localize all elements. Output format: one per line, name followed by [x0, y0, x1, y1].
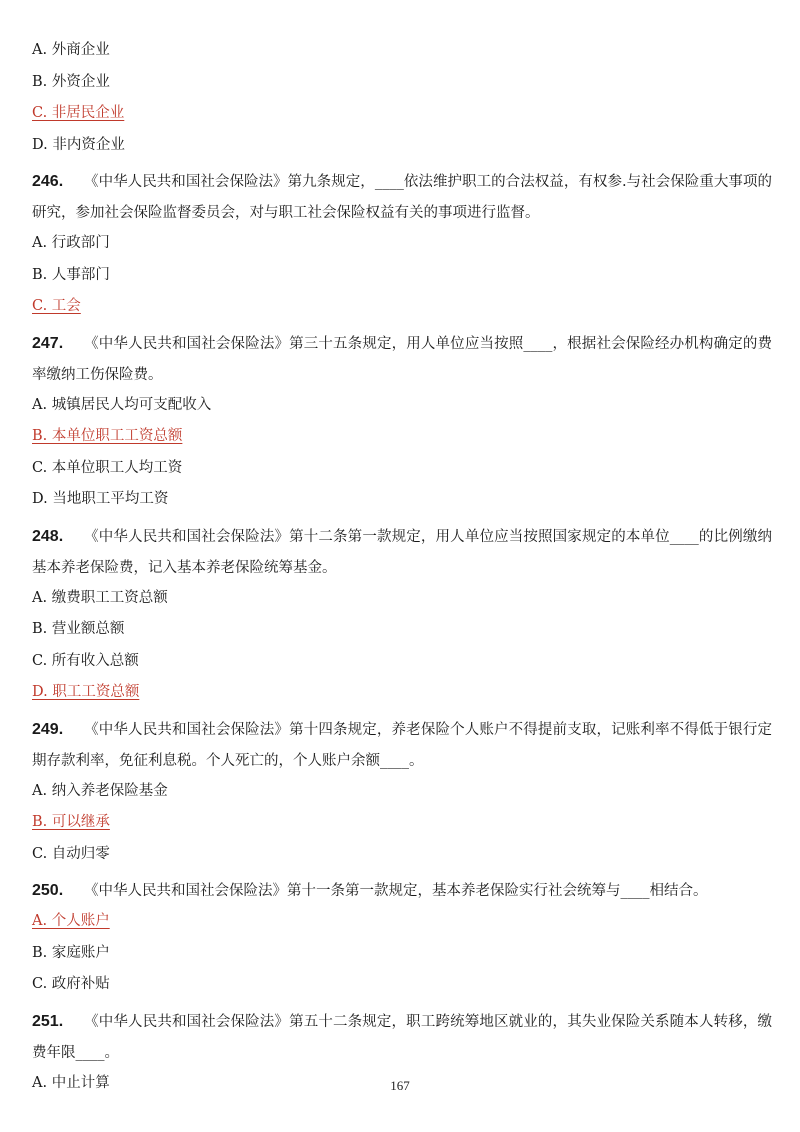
question-250	[32, 875, 772, 907]
option-line: C. 所有收入总额	[32, 652, 139, 669]
correct-option-line: B. 可以继承	[32, 814, 110, 830]
option-line: C. 政府补贴	[32, 976, 110, 992]
option-line: A. 行政部门	[32, 235, 110, 251]
correct-option-line: D. 职工工资总额	[32, 684, 140, 700]
option-line: B. 外资企业	[32, 73, 110, 90]
question-number: 251.	[32, 1012, 64, 1030]
question-text: 《中华人民共和国社会保险法》第十一条第一款规定，基本养老保险实行社会统筹与____相结合。	[84, 883, 708, 899]
option-line: A. 外商企业	[32, 42, 110, 58]
page-number: 167	[390, 1078, 410, 1093]
question-number: 248.	[32, 527, 64, 545]
question-text: 《中华人民共和国社会保险法》第十四条规定，养老保险个人账户不得提前支取，记账利率不得低于银行定期存款利率，免征利息税。个人死亡的，个人账户余额____。	[32, 721, 772, 769]
correct-option-line: B. 本单位职工工资总额	[32, 428, 183, 444]
option-line: A. 中止计算	[32, 1074, 110, 1091]
option-line: D. 当地职工平均工资	[32, 491, 169, 507]
question-251	[32, 1006, 772, 1069]
question-text: 《中华人民共和国社会保险法》第十二条第一款规定，用人单位应当按照国家规定的本单位____的比例缴纳基本养老保险费，记入基本养老保险统筹基金。	[32, 528, 772, 576]
page-content	[32, 40, 772, 1104]
option-line: B. 人事部门	[32, 266, 110, 283]
question-246	[32, 166, 772, 229]
question-number: 247.	[32, 334, 64, 352]
question-text: 《中华人民共和国社会保险法》第九条规定，____依法维护职工的合法权益，有权参.与社会保险重大事项的研究，参加社会保险监督委员会，对与职工社会保险权益有关的事项进行监督。	[32, 174, 772, 221]
question-number: 246.	[32, 173, 64, 190]
option-line: B. 家庭账户	[32, 944, 110, 961]
question-248	[32, 521, 772, 584]
question-text: 《中华人民共和国社会保险法》第三十五条规定，用人单位应当按照____，根据社会保险经办机构确定的费率缴纳工伤保险费。	[32, 335, 772, 383]
correct-option-line: C. 非居民企业	[32, 105, 125, 121]
question-247	[32, 328, 772, 391]
option-line: C. 自动归零	[32, 845, 110, 862]
option-line: A. 纳入养老保险基金	[32, 782, 168, 799]
option-line: D. 非内资企业	[32, 136, 125, 153]
option-line: A. 缴费职工工资总额	[32, 589, 168, 606]
question-number: 249.	[32, 720, 64, 738]
question-249	[32, 714, 772, 777]
option-line: C. 本单位职工人均工资	[32, 459, 183, 476]
option-line: B. 营业额总额	[32, 621, 125, 637]
question-number: 250.	[32, 882, 64, 899]
correct-option-line: A. 个人账户	[32, 913, 110, 929]
option-line: A. 城镇居民人均可支配收入	[32, 396, 212, 413]
question-text: 《中华人民共和国社会保险法》第五十二条规定，职工跨统筹地区就业的，其失业保险关系随本人转移，缴费年限____。	[32, 1013, 772, 1061]
correct-option-line: C. 工会	[32, 298, 81, 314]
